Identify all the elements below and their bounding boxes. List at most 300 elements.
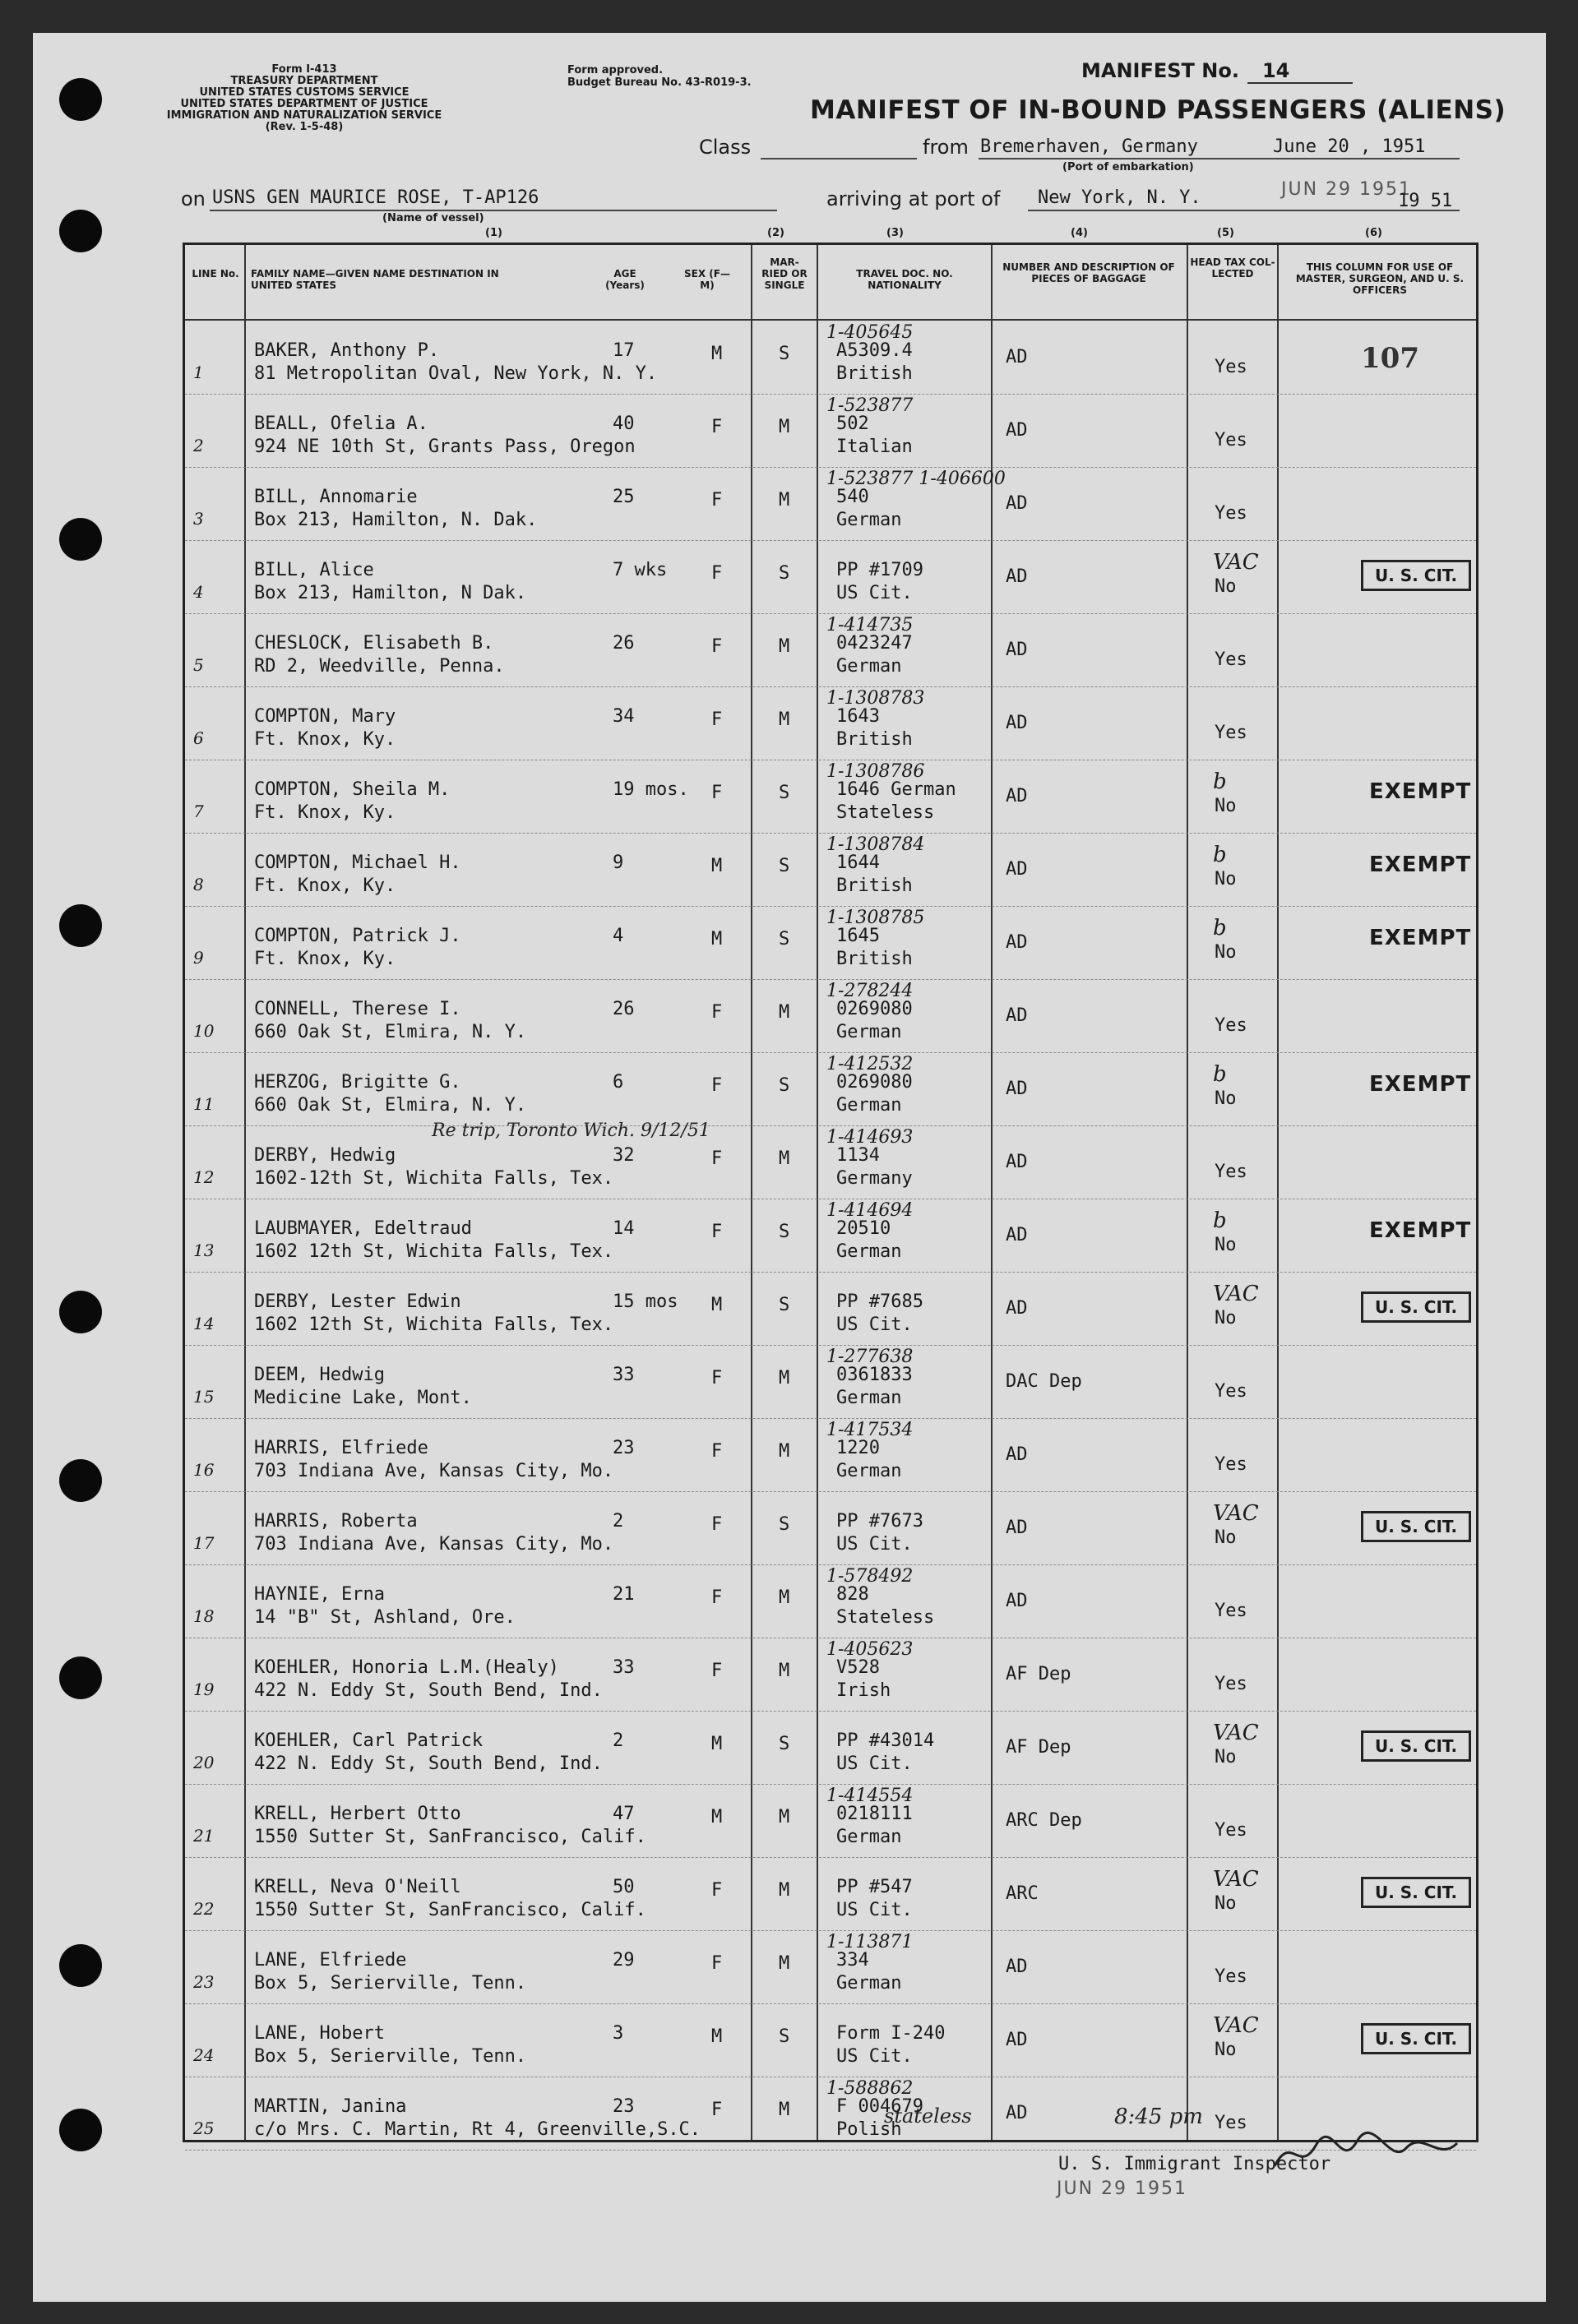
column-number: (2) [767,227,784,239]
table-row [185,1272,1476,1346]
sex: M [711,1295,723,1315]
travel-doc-number: PP #1709 [836,560,923,580]
form-approval [567,64,752,89]
marital-status: M [779,1002,790,1023]
line-number: 3 [193,509,204,529]
service: UNITED STATES CUSTOMS SERVICE [199,86,410,99]
sex: F [711,1368,723,1388]
sex: F [711,490,723,511]
travel-doc-number: 540 [836,487,869,507]
head-tax: No [1215,1893,1237,1914]
travel-doc-number: PP #7685 [836,1291,923,1312]
nationality: German [836,510,902,530]
age: 33 [613,1365,635,1385]
passenger-name: HAYNIE, Erna [254,1584,385,1605]
marital-status: S [779,1295,790,1315]
header-married: MAR- RIED OR SINGLE [761,256,808,291]
sex: F [711,1148,723,1169]
sex: F [711,1953,723,1974]
header-head-tax: HEAD TAX COL- LECTED [1190,256,1275,280]
binder-hole [59,1944,102,1987]
head-tax: Yes [1215,357,1247,377]
on-label: on [181,187,206,210]
baggage: AD [1006,1079,1028,1099]
table-row [185,467,1476,541]
destination: Medicine Lake, Mont. [254,1388,472,1408]
head-tax-handwritten: b [1213,769,1227,794]
vessel-field [210,210,777,211]
destination: 422 N. Eddy St, South Bend, Ind. [254,1680,603,1701]
age: 47 [613,1804,635,1824]
passenger-name: KOEHLER, Honoria L.M.(Healy) [254,1657,559,1678]
baggage: AD [1006,859,1028,880]
nationality: German [836,1461,902,1481]
baggage: AD [1006,1591,1028,1611]
travel-doc-number: PP #547 [836,1877,913,1897]
travel-doc-number: 1643 [836,706,880,727]
column-number: (4) [1071,227,1088,239]
travel-doc-handwritten: 1-417534 [826,1420,914,1440]
arriving-label: arriving at port of [826,187,1001,210]
exempt-stamp: EXEMPT [1369,926,1472,950]
department: UNITED STATES DEPARTMENT OF JUSTICE [180,98,428,110]
table-row [185,1199,1476,1273]
inspector-signature [1266,2125,1464,2183]
head-tax: Yes [1215,1162,1247,1182]
age: 4 [613,926,624,946]
passenger-name: COMPTON, Michael H. [254,852,461,873]
binder-hole [59,1291,102,1333]
passenger-name: CONNELL, Therese I. [254,999,461,1019]
embarkation-date: June 20 , 1951 [1273,136,1426,157]
handwritten-annotation: Re trip, Toronto Wich. 9/12/51 [432,1120,710,1141]
arriving-field [1028,210,1460,211]
from-field [979,158,1460,159]
travel-doc-handwritten: 1-414693 [826,1127,914,1148]
nationality: German [836,656,902,677]
sex: F [711,1075,723,1096]
head-tax: No [1215,2040,1237,2060]
destination: 14 "B" St, Ashland, Ore. [254,1607,516,1628]
baggage: AD [1006,1444,1028,1465]
line-number: 21 [193,1826,215,1846]
marital-status: M [779,490,790,511]
head-tax-handwritten: VAC [1213,2013,1259,2038]
age: 14 [613,1218,635,1239]
age: 2 [613,1730,624,1751]
travel-doc-handwritten: 1-414554 [826,1786,914,1806]
marital-status: M [779,1953,790,1974]
line-number: 20 [193,1753,215,1772]
marital-status: M [779,417,790,437]
class-field [761,158,917,159]
sex: F [711,636,723,657]
nationality: US Cit. [836,2046,913,2067]
destination: 660 Oak St, Elmira, N. Y. [254,1022,527,1042]
marital-status: S [779,929,790,949]
line-number: 23 [193,1972,215,1992]
head-tax: No [1215,796,1237,816]
marital-status: M [779,709,790,730]
sex: F [711,1514,723,1535]
passenger-name: COMPTON, Mary [254,706,396,727]
age: 32 [613,1145,635,1166]
travel-doc-handwritten: 1-578492 [826,1566,914,1587]
head-tax: Yes [1215,723,1247,743]
head-tax: Yes [1215,1820,1247,1841]
column-number: (5) [1217,227,1234,239]
passenger-name: BAKER, Anthony P. [254,340,440,361]
nationality: British [836,949,913,969]
head-tax: No [1215,1088,1237,1109]
nationality: Polish [836,2119,902,2140]
table-row [185,1418,1476,1492]
table-row [185,760,1476,834]
exempt-stamp: EXEMPT [1369,1072,1472,1097]
sex: M [711,1734,723,1754]
baggage: AD [1006,420,1028,441]
binder-hole [59,1459,102,1502]
line-number: 16 [193,1460,215,1480]
age: 21 [613,1584,635,1605]
travel-doc-handwritten: 1-113871 [826,1932,914,1952]
approval-line: Form approved. [567,64,664,76]
travel-doc-handwritten: 1-523877 1-406600 [826,469,1006,489]
table-row [185,979,1476,1053]
sex: F [711,1002,723,1023]
head-tax: No [1215,1747,1237,1767]
head-tax: No [1215,1527,1237,1548]
nationality: US Cit. [836,1314,913,1335]
travel-doc-number: 20510 [836,1218,891,1239]
age: 3 [613,2023,624,2044]
baggage: AD [1006,640,1028,660]
marital-status: S [779,856,790,876]
passenger-name: LANE, Elfriede [254,1950,407,1971]
marital-status: M [779,2100,790,2120]
baggage: AD [1006,713,1028,733]
marital-status: M [779,1368,790,1388]
line-number: 22 [193,1899,215,1919]
travel-doc-number: Form I-240 [836,2023,946,2044]
travel-doc-number: PP #7673 [836,1511,923,1532]
table-row [185,1857,1476,1931]
destination: 81 Metropolitan Oval, New York, N. Y. [254,363,658,384]
destination: Ft. Knox, Ky. [254,729,396,750]
destination: 703 Indiana Ave, Kansas City, Mo. [254,1534,614,1555]
nationality: German [836,1827,902,1847]
travel-doc-handwritten: 1-414694 [826,1200,914,1221]
head-tax: No [1215,1235,1237,1255]
age: 23 [613,1438,635,1458]
travel-doc-handwritten: 1-588862 [826,2078,914,2099]
baggage: AD [1006,1152,1028,1172]
handwritten-nationality: stateless [884,2105,972,2128]
baggage: AD [1006,932,1028,953]
travel-doc-handwritten: 1-414735 [826,615,914,635]
baggage: AD [1006,1225,1028,1245]
travel-doc-number: 0218111 [836,1804,913,1824]
baggage: AD [1006,1298,1028,1319]
passenger-name: CHESLOCK, Elisabeth B. [254,633,494,654]
vessel-name: USNS GEN MAURICE ROSE, T-AP126 [212,187,539,208]
form-identification [164,64,444,133]
line-number: 8 [193,875,204,894]
passenger-name: COMPTON, Sheila M. [254,779,451,800]
marital-status: M [779,1148,790,1169]
travel-doc-handwritten: 1-405623 [826,1639,914,1660]
head-tax: Yes [1215,1966,1247,1987]
head-tax: Yes [1215,430,1247,450]
officer-page-number: 107 [1361,342,1419,375]
destination: Ft. Knox, Ky. [254,876,396,896]
nationality: German [836,1022,902,1042]
line-number: 17 [193,1533,215,1553]
table-row [185,1052,1476,1126]
line-number: 15 [193,1387,215,1407]
head-tax-handwritten: VAC [1213,1282,1259,1306]
handwritten-time: 8:45 pm [1114,2105,1203,2129]
column-number: (1) [485,227,502,239]
nationality: German [836,1973,902,1994]
table-row [185,1564,1476,1638]
binder-hole [59,518,102,561]
travel-doc-number: 1646 German [836,779,956,800]
nationality: German [836,1241,902,1262]
age: 40 [613,414,635,434]
marital-status: M [779,1807,790,1827]
head-tax: Yes [1215,1015,1247,1036]
passenger-name: HARRIS, Elfriede [254,1438,428,1458]
exempt-stamp: EXEMPT [1369,852,1472,877]
exempt-stamp: EXEMPT [1369,1218,1472,1243]
passenger-name: BILL, Alice [254,560,374,580]
nationality: British [836,363,913,384]
table-row [185,540,1476,614]
age: 19 mos. [613,779,689,800]
table-row [185,2003,1476,2077]
embarkation-port: Bremerhaven, Germany [980,136,1198,157]
travel-doc-number: 334 [836,1950,869,1971]
age: 26 [613,633,635,654]
form-number: Form I-413 [271,63,337,76]
document-title: MANIFEST OF IN-BOUND PASSENGERS (ALIENS) [810,95,1506,125]
binder-hole [59,1656,102,1699]
travel-doc-handwritten: 1-277638 [826,1347,914,1367]
passenger-name: BILL, Annomarie [254,487,418,507]
travel-doc-number: 0423247 [836,633,913,654]
sex: M [711,856,723,876]
travel-doc-number: 1220 [836,1438,880,1458]
passenger-name: HARRIS, Roberta [254,1511,418,1532]
travel-doc-number: 1134 [836,1145,880,1166]
travel-doc-handwritten: 1-1308783 [826,688,925,709]
line-number: 12 [193,1167,215,1187]
line-number: 6 [193,728,204,748]
destination: Box 213, Hamilton, N. Dak. [254,510,538,530]
sex: F [711,2100,723,2120]
travel-doc-number: 1644 [836,852,880,873]
destination: 1602 12th St, Wichita Falls, Tex. [254,1314,614,1335]
destination: c/o Mrs. C. Martin, Rt 4, Greenville,S.C. [254,2119,701,2140]
destination: 1550 Sutter St, SanFrancisco, Calif. [254,1827,646,1847]
destination: Box 5, Serierville, Tenn. [254,2046,527,2067]
vessel-caption: (Name of vessel) [382,212,484,224]
age: 26 [613,999,635,1019]
arrival-year: 19 51 [1398,191,1453,211]
approval-line: Budget Bureau No. 43-R019-3. [567,76,752,89]
department: TREASURY DEPARTMENT [230,75,378,87]
nationality: Germany [836,1168,913,1189]
passenger-name: LANE, Hobert [254,2023,385,2044]
line-number: 5 [193,655,204,675]
baggage: ARC Dep [1006,1810,1082,1831]
baggage: AD [1006,347,1028,367]
marital-status: S [779,1514,790,1535]
marital-status: S [779,1734,790,1754]
table-row [185,1784,1476,1858]
head-tax: No [1215,942,1237,963]
passenger-name: MARTIN, Janina [254,2096,407,2117]
sex: M [711,1807,723,1827]
table-row [185,686,1476,760]
passenger-name: KRELL, Neva O'Neill [254,1877,461,1897]
line-number: 1 [193,363,204,382]
destination: 1602 12th St, Wichita Falls, Tex. [254,1241,614,1262]
head-tax-handwritten: b [1213,916,1227,940]
travel-doc-number: 0269080 [836,999,913,1019]
travel-doc-number: 0269080 [836,1072,913,1093]
travel-doc-number: PP #43014 [836,1730,935,1751]
passenger-name: HERZOG, Brigitte G. [254,1072,461,1093]
line-number: 7 [193,802,204,821]
sex: F [711,563,723,584]
line-number: 4 [193,582,204,602]
age: 29 [613,1950,635,1971]
travel-doc-number: 1645 [836,926,880,946]
destination: 924 NE 10th St, Grants Pass, Oregon [254,437,636,457]
table-row [185,1345,1476,1419]
baggage: DAC Dep [1006,1371,1082,1392]
passenger-name: DERBY, Hedwig [254,1145,396,1166]
table-row [185,906,1476,980]
passenger-name: KRELL, Herbert Otto [254,1804,461,1824]
baggage: AD [1006,1005,1028,1026]
marital-status: S [779,1075,790,1096]
marital-status: S [779,563,790,584]
destination: 1550 Sutter St, SanFrancisco, Calif. [254,1900,646,1920]
head-tax-handwritten: VAC [1213,1721,1259,1745]
baggage: AD [1006,493,1028,514]
age: 9 [613,852,624,873]
port-caption: (Port of embarkation) [1062,161,1194,173]
passenger-name: COMPTON, Patrick J. [254,926,461,946]
header-sex: SEX (F—M) [684,268,730,291]
manifest-number-value: 14 [1247,59,1353,84]
binder-hole [59,2109,102,2151]
line-number: 18 [193,1606,215,1626]
from-label: from [923,136,969,159]
sex: F [711,1880,723,1901]
table-row [185,1711,1476,1785]
passenger-name: LAUBMAYER, Edeltraud [254,1218,472,1239]
travel-doc-number: F 004679 [836,2096,923,2117]
travel-doc-handwritten: 1-523877 [826,395,914,416]
nationality: Stateless [836,802,935,823]
inspector-signature-line: U. S. Immigrant Inspector [1058,2154,1331,2174]
header-travel-doc: TRAVEL DOC. NO. NATIONALITY [856,268,953,291]
travel-doc-handwritten: 1-1308785 [826,908,925,928]
nationality: Irish [836,1680,891,1701]
arrival-date-stamp: JUN 29 1951 [1281,179,1413,200]
passenger-name: DERBY, Lester Edwin [254,1291,461,1312]
passenger-name: BEALL, Ofelia A. [254,414,428,434]
nationality: German [836,1388,902,1408]
column-number: (6) [1365,227,1382,239]
nationality: German [836,1095,902,1116]
head-tax-handwritten: VAC [1213,550,1259,575]
head-tax-handwritten: VAC [1213,1501,1259,1526]
passenger-name: DEEM, Hedwig [254,1365,385,1385]
manifest-number-label: MANIFEST No. [1081,59,1239,82]
table-row [185,613,1476,687]
age: 50 [613,1877,635,1897]
baggage: AD [1006,1957,1028,1977]
us-citizen-stamp: U. S. CIT. [1361,2023,1471,2054]
passenger-name: KOEHLER, Carl Patrick [254,1730,484,1751]
head-tax-handwritten: b [1213,843,1227,867]
age: 33 [613,1657,635,1678]
age: 17 [613,340,635,361]
class-label: Class [699,136,752,159]
revision: (Rev. 1-5-48) [265,121,344,133]
travel-doc-handwritten: 1-1308784 [826,834,925,855]
head-tax: No [1215,576,1237,597]
header-baggage: NUMBER AND DESCRIPTION OF PIECES OF BAGGAGE [1002,261,1175,284]
arrival-port: New York, N. Y. [1038,187,1201,208]
table-row [185,1125,1476,1199]
travel-doc-number: 0361833 [836,1365,913,1385]
age: 34 [613,706,635,727]
baggage: AD [1006,786,1028,806]
destination: Ft. Knox, Ky. [254,949,396,969]
age: 23 [613,2096,635,2117]
travel-doc-handwritten: 1-1308786 [826,761,925,782]
baggage: AF Dep [1006,1737,1071,1758]
marital-status: S [779,783,790,803]
sex: F [711,709,723,730]
sex: M [711,929,723,949]
baggage: ARC [1006,1883,1039,1904]
exempt-stamp: EXEMPT [1369,779,1472,804]
marital-status: S [779,1222,790,1242]
inspection-date-stamp: JUN 29 1951 [1057,2178,1188,2199]
travel-doc-handwritten: 1-412532 [826,1054,914,1074]
sex: F [711,1441,723,1462]
us-citizen-stamp: U. S. CIT. [1361,560,1471,591]
line-number: 13 [193,1241,215,1260]
age: 2 [613,1511,624,1532]
head-tax-handwritten: b [1213,1208,1227,1233]
head-tax: No [1215,869,1237,889]
nationality: US Cit. [836,1753,913,1774]
column-number: (3) [886,227,904,239]
destination: 660 Oak St, Elmira, N. Y. [254,1095,527,1116]
marital-status: M [779,1661,790,1681]
age: 15 mos [613,1291,678,1312]
marital-status: M [779,636,790,657]
baggage: AD [1006,2030,1028,2050]
